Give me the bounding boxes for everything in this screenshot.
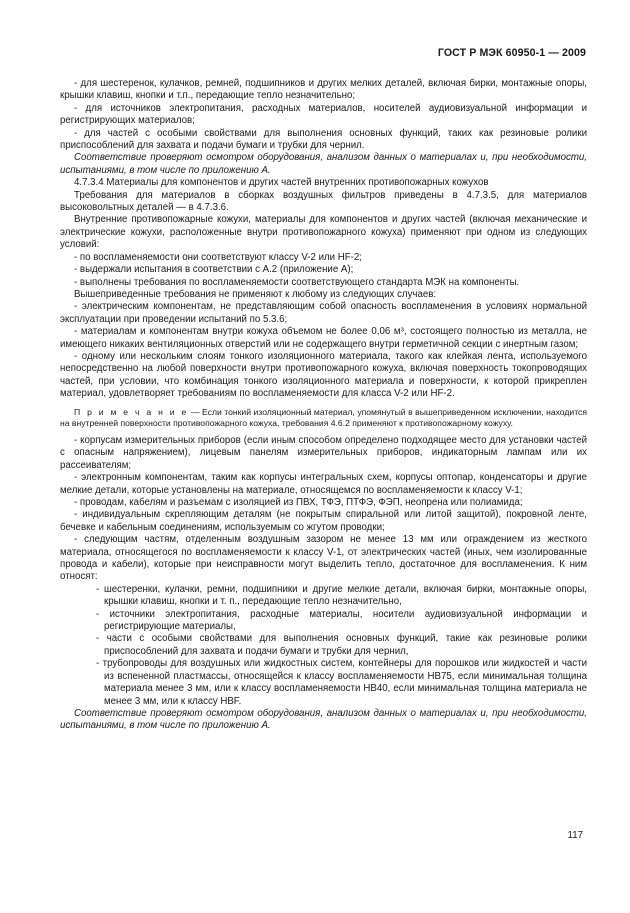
list-item: - материалам и компонентам внутри кожуха объемом не более 0,06 м³, состоящего полностью из металла, не имеющего никаких вентиляционных отверстий или не содержащего внутри герметичной секции с инертным газом; xyxy=(60,326,587,350)
list-item: - одному или нескольким слоям тонкого изоляционного материала, такого как клейкая лента, используемого непосредственно на любой поверхности внутри противопожарного кожуха, включая поверхность токопроводящих частей, при условии, что комбинация тонкого изоляционного материала и поверхности, к которой прикреплен материал, удовлетворяет требованиям по воспламеняемости для класса V-2 или HF-2. xyxy=(60,350,587,400)
paragraph: - для частей с особыми свойствами для выполнения основных функций, таких как резиновые ролики приспособлений для захвата и подачи бумаги и трубки для чернил. xyxy=(60,127,587,152)
list-item: - проводам, кабелям и разъемам с изоляцией из ПВХ, ТФЭ, ПТФЭ, ФЭП, неопрена или полиамида; xyxy=(74,497,523,508)
note-text: — Если тонкий изоляционный материал, упомянутый в вышеприведенном исключении, находится на внутренней поверхности противопожарного кожуха, требования 4.6.2 применяют к противопожарному кожуху. xyxy=(60,406,587,428)
list-item: - по воспламеняемости они соответствуют классу V-2 или HF-2; xyxy=(74,251,362,263)
paragraph: - для источников электропитания, расходных материалов, носителей аудиовизуальной информации и регистрирующих материалов; xyxy=(60,102,587,127)
list-item: - выдержали испытания в соответствии с А.2 (приложение А); xyxy=(74,264,354,276)
list-item: - следующим частям, отделенным воздушным зазором не менее 13 мм или ограждением из жесткого материала, относящегося по воспламеняемости к классу V-1, от электрических частей (иных, чем изолированные провода и кабели), которые при неисправности могут выделить тепло, достаточное для воспламенения. К ним относят: xyxy=(60,534,587,583)
sub-list-item: - части с особыми свойствами для выполнения основных функций, такие как резиновые ролики приспособлений для захвата и подачи бумаги и трубки для чернил, xyxy=(96,633,587,657)
note xyxy=(60,407,587,429)
list-item: - выполнены требования по воспламеняемости соответствующего стандарта МЭК на компоненты. xyxy=(74,276,520,288)
compliance-paragraph: Соответствие проверяют осмотром оборудования, анализом данных о материалах и, при необходимости, испытаниями, в том числе по приложению А. xyxy=(60,707,587,732)
paragraph: Вышеприведенные требования не применяют к любому из следующих случаев: xyxy=(74,288,437,300)
list-item: - корпусам измерительных приборов (если иным способом определено подходящее место для установки частей с опасным напряжением), лицевым панелям измерительных приборов, индикаторным лампам или их рассеивателям; xyxy=(60,434,587,471)
note-label: П р и м е ч а н и е xyxy=(74,406,189,417)
document-header: ГОСТ Р МЭК 60950-1 — 2009 xyxy=(437,47,586,59)
compliance-paragraph: Соответствие проверяют осмотром оборудования, анализом данных о материалах и, при необходимости, испытаниями, в том числе по приложению А. xyxy=(60,152,587,176)
list-item: - электрическим компонентам, не представляющим собой опасность воспламенения в условиях нормальной эксплуатации при проведении испытаний по 5.3.6; xyxy=(60,301,587,325)
sub-list xyxy=(60,584,587,708)
paragraph: Требования для материалов в сборках воздушных фильтров приведены в 4.7.3.5, для материалов высоковольтных деталей — в 4.7.3.6. xyxy=(60,189,587,214)
sub-list-item: - трубопроводы для воздушных или жидкостных систем, контейнеры для порошков или жидкостей и части из вспененной пластмассы, относящейся к классу воспламеняемости НВ75, если минимальная толщина материала менее 3 мм, или к классу воспламеняемости НВ40, если минимальная толщина материала не менее 3 мм, или к классу HBF. xyxy=(96,658,587,707)
page-number: 117 xyxy=(567,830,583,841)
paragraph: - для шестеренок, кулачков, ремней, подшипников и других мелких деталей, включая бирки, монтажные опоры, крышки клавиш, кнопки и т.п., передающие тепло незначительно; xyxy=(60,78,587,102)
list-item: - электронным компонентам, таким как корпусы интегральных схем, корпусы оптопар, конденсаторы и другие мелкие детали, которые установлены на материале, относящемся по воспламеняемости к классу V-1; xyxy=(60,472,587,496)
paragraph: Внутренние противопожарные кожухи, материалы для компонентов и других частей (включая механические и электрические кожухи, расположенные внутри противопожарного кожуха) применяют при одном из следующих условий: xyxy=(60,214,587,251)
sub-list-item: - шестеренки, кулачки, ремни, подшипники и другие мелкие детали, включая бирки, монтажные опоры, крышки клавиш, кнопки и т. п., передающие тепло незначительно, xyxy=(96,583,587,608)
page-body xyxy=(60,78,587,733)
section-heading: 4.7.3.4 Материалы для компонентов и других частей внутренних противопожарных кожухов xyxy=(74,177,489,189)
list-item: - индивидуальным скрепляющим деталям (не покрытым спиральной или литой защитой), покровной ленте, бечевке и кабельным соединениям, используемым со жгутом проводки; xyxy=(60,509,587,533)
sub-list-item: - источники электропитания, расходные материалы, носители аудиовизуальной информации и регистрирующие материалы, xyxy=(96,608,587,633)
